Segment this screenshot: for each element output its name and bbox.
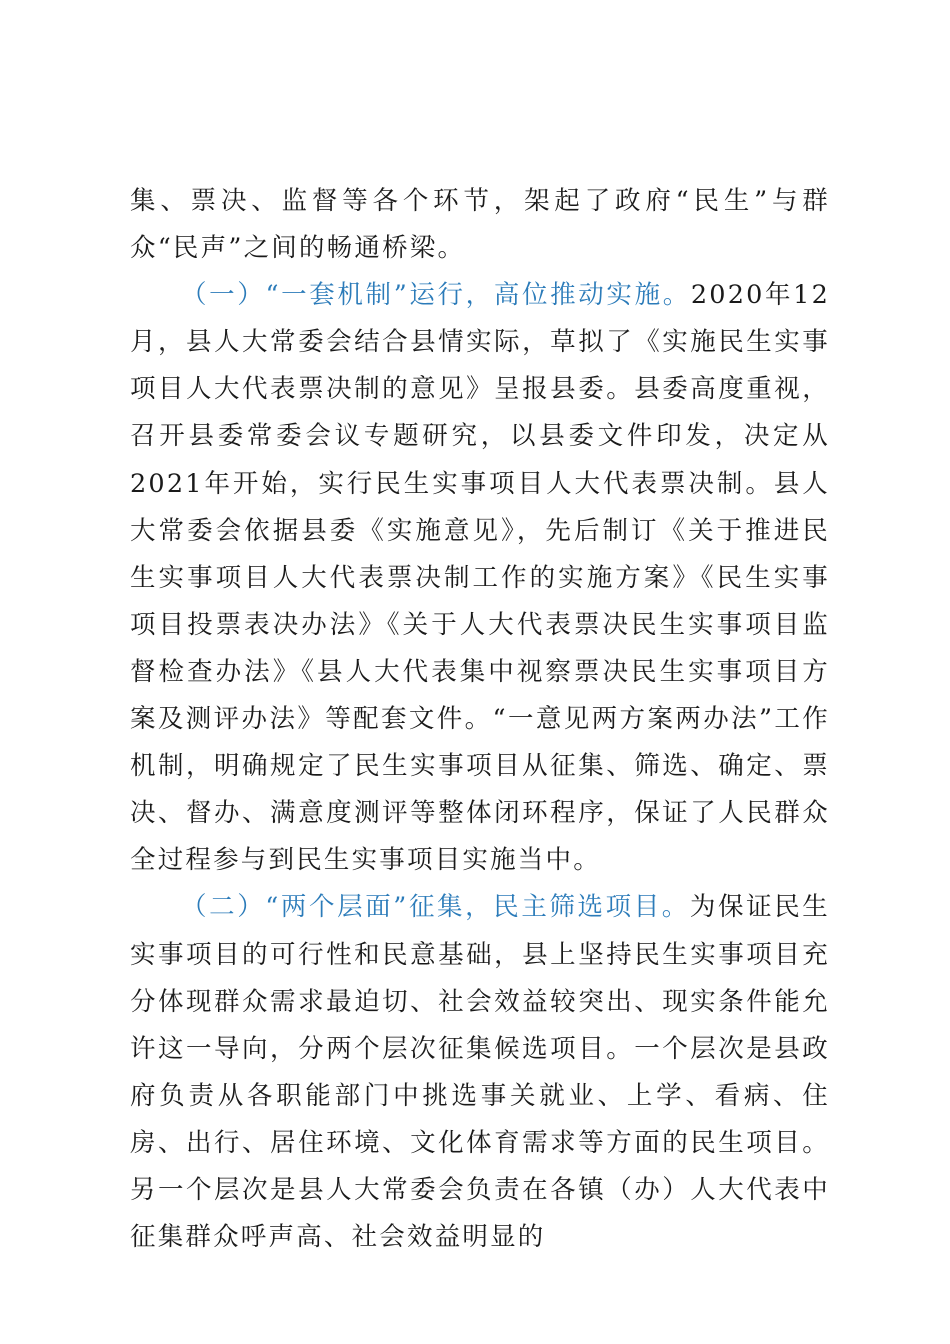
paragraph-section-1: [130, 272, 830, 884]
paragraph-continuation: [130, 178, 830, 272]
section-heading-2: （二）“两个层面”征集，民主筛选项目。: [181, 892, 690, 923]
paragraph-text: 2020年12月，县人大常委会结合县情实际，草拟了《实施民生实事项目人大代表票决制的意见》呈报县委。县委高度重视，召开县委常委会议专题研究，以县委文件印发，决定从2021年开始，实行民生实事项目人大代表票决制。县人大常委会依据县委《实施意见》，先后制订《关于推进民生实事项目人大代表票决制工作的实施方案》《民生实事项目投票表决办法》《关于人大代表票决民生实事项目监督检查办法》《县人大代表集中视察票决民生实事项目方案及测评办法》等配套文件。“一意见两方案两办法”工作机制，明确规定了民生实事项目从征集、筛选、确定、票决、督办、满意度测评等整体闭环程序，保证了人民群众全过程参与到民生实事项目实施当中。: [130, 280, 830, 876]
document-body: [130, 178, 830, 1261]
paragraph-text: 为保证民生实事项目的可行性和民意基础，县上坚持民生实事项目充分体现群众需求最迫切、社会效益较突出、现实条件能允许这一导向，分两个层次征集候选项目。一个层次是县政府负责从各职能部门中挑选事关就业、上学、看病、住房、出行、居住环境、文化体育需求等方面的民生项目。另一个层次是县人大常委会负责在各镇（办）人大代表中征集群众呼声高、社会效益明显的: [130, 892, 830, 1253]
paragraph-text: 集、票决、监督等各个环节，架起了政府“民生”与群众“民声”之间的畅通桥梁。: [130, 186, 830, 264]
section-heading-1: （一）“一套机制”运行，高位推动实施。: [181, 280, 691, 311]
paragraph-section-2: [130, 884, 830, 1261]
